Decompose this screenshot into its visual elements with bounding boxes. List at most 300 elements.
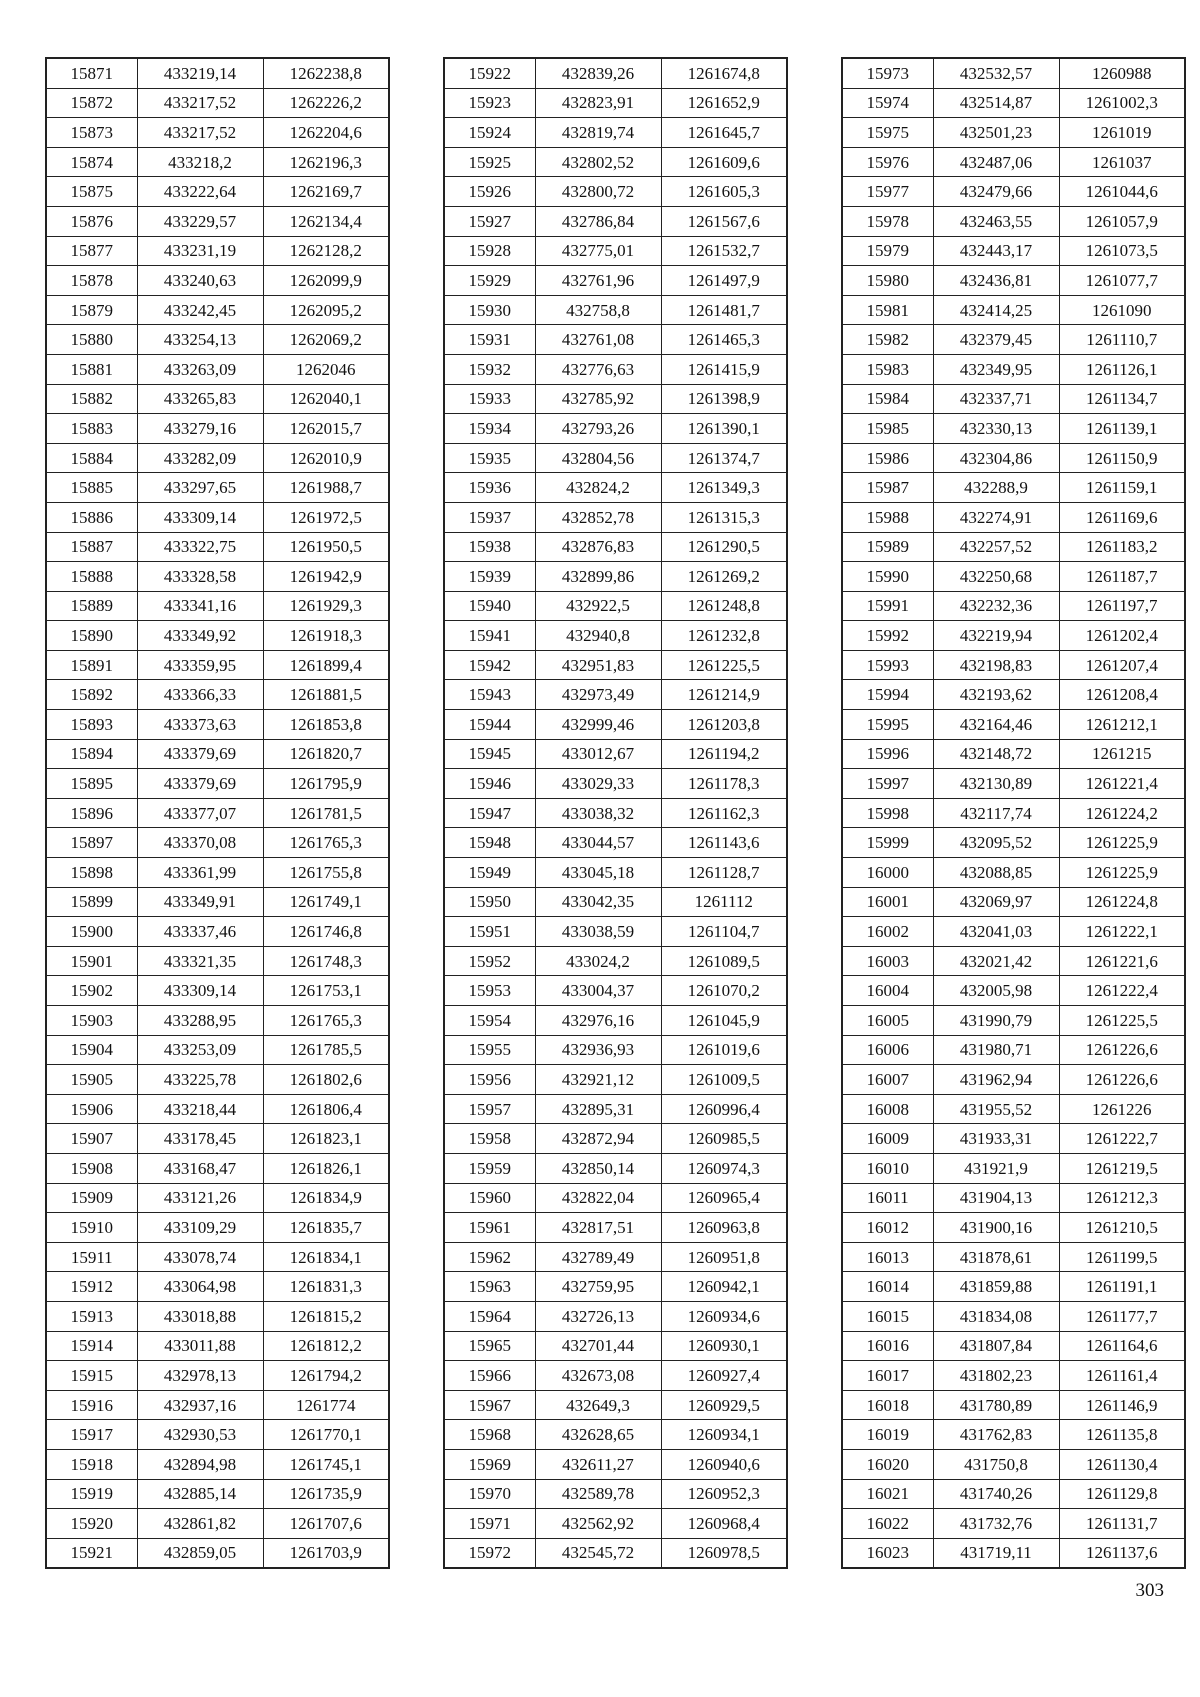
point-number-cell: 15939 xyxy=(444,562,535,592)
point-number-cell: 15925 xyxy=(444,147,535,177)
y-coordinate-cell: 1260942,1 xyxy=(661,1272,787,1302)
table-row xyxy=(842,88,1185,118)
x-coordinate-cell: 431750,8 xyxy=(933,1449,1059,1479)
x-coordinate-cell: 432330,13 xyxy=(933,414,1059,444)
y-coordinate-cell: 1261164,6 xyxy=(1059,1331,1185,1361)
y-coordinate-cell: 1260968,4 xyxy=(661,1509,787,1539)
table-row xyxy=(444,443,787,473)
point-number-cell: 15908 xyxy=(46,1153,137,1183)
point-number-cell: 16000 xyxy=(842,858,933,888)
y-coordinate-cell: 1262238,8 xyxy=(263,58,389,88)
y-coordinate-cell: 1261222,1 xyxy=(1059,917,1185,947)
point-number-cell: 15967 xyxy=(444,1390,535,1420)
y-coordinate-cell: 1261037 xyxy=(1059,147,1185,177)
table-row xyxy=(842,1361,1185,1391)
table-row xyxy=(444,532,787,562)
y-coordinate-cell: 1261224,8 xyxy=(1059,887,1185,917)
table-row xyxy=(46,946,389,976)
y-coordinate-cell: 1261826,1 xyxy=(263,1153,389,1183)
x-coordinate-cell: 432164,46 xyxy=(933,710,1059,740)
x-coordinate-cell: 432148,72 xyxy=(933,739,1059,769)
x-coordinate-cell: 432501,23 xyxy=(933,118,1059,148)
table-row xyxy=(444,502,787,532)
point-number-cell: 15898 xyxy=(46,858,137,888)
x-coordinate-cell: 432041,03 xyxy=(933,917,1059,947)
x-coordinate-cell: 432673,08 xyxy=(535,1361,661,1391)
x-coordinate-cell: 432850,14 xyxy=(535,1153,661,1183)
x-coordinate-cell: 433024,2 xyxy=(535,946,661,976)
y-coordinate-cell: 1261194,2 xyxy=(661,739,787,769)
x-coordinate-cell: 432021,42 xyxy=(933,946,1059,976)
point-number-cell: 15882 xyxy=(46,384,137,414)
table-row xyxy=(842,1035,1185,1065)
table-row xyxy=(842,739,1185,769)
x-coordinate-cell: 431980,71 xyxy=(933,1035,1059,1065)
y-coordinate-cell: 1261161,4 xyxy=(1059,1361,1185,1391)
x-coordinate-cell: 433361,99 xyxy=(137,858,263,888)
x-coordinate-cell: 432804,56 xyxy=(535,443,661,473)
point-number-cell: 15955 xyxy=(444,1035,535,1065)
table-row xyxy=(842,1065,1185,1095)
point-number-cell: 15902 xyxy=(46,976,137,1006)
y-coordinate-cell: 1261707,6 xyxy=(263,1509,389,1539)
point-number-cell: 15888 xyxy=(46,562,137,592)
point-number-cell: 15972 xyxy=(444,1538,535,1568)
y-coordinate-cell: 1261104,7 xyxy=(661,917,787,947)
y-coordinate-cell: 1261390,1 xyxy=(661,414,787,444)
x-coordinate-cell: 433377,07 xyxy=(137,798,263,828)
y-coordinate-cell: 1261183,2 xyxy=(1059,532,1185,562)
point-number-cell: 15914 xyxy=(46,1331,137,1361)
y-coordinate-cell: 1262099,9 xyxy=(263,266,389,296)
point-number-cell: 15932 xyxy=(444,354,535,384)
x-coordinate-cell: 433004,37 xyxy=(535,976,661,1006)
point-number-cell: 15931 xyxy=(444,325,535,355)
point-number-cell: 15995 xyxy=(842,710,933,740)
y-coordinate-cell: 1261178,3 xyxy=(661,769,787,799)
point-number-cell: 15946 xyxy=(444,769,535,799)
point-number-cell: 15988 xyxy=(842,502,933,532)
x-coordinate-cell: 433370,08 xyxy=(137,828,263,858)
x-coordinate-cell: 432514,87 xyxy=(933,88,1059,118)
table-row xyxy=(444,1242,787,1272)
x-coordinate-cell: 432257,52 xyxy=(933,532,1059,562)
table-row xyxy=(842,58,1185,88)
table-row xyxy=(842,562,1185,592)
point-number-cell: 15960 xyxy=(444,1183,535,1213)
table-row xyxy=(46,1390,389,1420)
point-number-cell: 15928 xyxy=(444,236,535,266)
x-coordinate-cell: 433217,52 xyxy=(137,118,263,148)
y-coordinate-cell: 1261135,8 xyxy=(1059,1420,1185,1450)
point-number-cell: 15907 xyxy=(46,1124,137,1154)
y-coordinate-cell: 1261199,5 xyxy=(1059,1242,1185,1272)
x-coordinate-cell: 432786,84 xyxy=(535,206,661,236)
table-row xyxy=(444,1272,787,1302)
point-number-cell: 16012 xyxy=(842,1213,933,1243)
table-row xyxy=(444,1124,787,1154)
x-coordinate-cell: 433279,16 xyxy=(137,414,263,444)
table-row xyxy=(46,502,389,532)
point-number-cell: 15952 xyxy=(444,946,535,976)
y-coordinate-cell: 1261481,7 xyxy=(661,295,787,325)
x-coordinate-cell: 431962,94 xyxy=(933,1065,1059,1095)
point-number-cell: 15984 xyxy=(842,384,933,414)
x-coordinate-cell: 433282,09 xyxy=(137,443,263,473)
y-coordinate-cell: 1261248,8 xyxy=(661,591,787,621)
y-coordinate-cell: 1261834,9 xyxy=(263,1183,389,1213)
point-number-cell: 15906 xyxy=(46,1094,137,1124)
table-row xyxy=(46,325,389,355)
table-row xyxy=(842,1242,1185,1272)
point-number-cell: 15910 xyxy=(46,1213,137,1243)
table-row xyxy=(46,1538,389,1568)
table-row xyxy=(46,1420,389,1450)
table-row xyxy=(46,710,389,740)
y-coordinate-cell: 1261749,1 xyxy=(263,887,389,917)
table-row xyxy=(46,1331,389,1361)
point-number-cell: 15956 xyxy=(444,1065,535,1095)
y-coordinate-cell: 1261221,6 xyxy=(1059,946,1185,976)
x-coordinate-cell: 432817,51 xyxy=(535,1213,661,1243)
table-row xyxy=(46,443,389,473)
y-coordinate-cell: 1262128,2 xyxy=(263,236,389,266)
y-coordinate-cell: 1261972,5 xyxy=(263,502,389,532)
x-coordinate-cell: 432824,2 xyxy=(535,473,661,503)
x-coordinate-cell: 432274,91 xyxy=(933,502,1059,532)
x-coordinate-cell: 431878,61 xyxy=(933,1242,1059,1272)
point-number-cell: 15950 xyxy=(444,887,535,917)
point-number-cell: 15930 xyxy=(444,295,535,325)
x-coordinate-cell: 433309,14 xyxy=(137,976,263,1006)
y-coordinate-cell: 1261129,8 xyxy=(1059,1479,1185,1509)
x-coordinate-cell: 432885,14 xyxy=(137,1479,263,1509)
y-coordinate-cell: 1261090 xyxy=(1059,295,1185,325)
x-coordinate-cell: 432379,45 xyxy=(933,325,1059,355)
x-coordinate-cell: 432479,66 xyxy=(933,177,1059,207)
x-coordinate-cell: 433309,14 xyxy=(137,502,263,532)
table-row xyxy=(46,1035,389,1065)
point-number-cell: 15951 xyxy=(444,917,535,947)
table-row xyxy=(46,591,389,621)
x-coordinate-cell: 433322,75 xyxy=(137,532,263,562)
y-coordinate-cell: 1260952,3 xyxy=(661,1479,787,1509)
y-coordinate-cell: 1260978,5 xyxy=(661,1538,787,1568)
x-coordinate-cell: 432761,96 xyxy=(535,266,661,296)
point-number-cell: 16011 xyxy=(842,1183,933,1213)
table-row xyxy=(842,414,1185,444)
x-coordinate-cell: 433288,95 xyxy=(137,1006,263,1036)
y-coordinate-cell: 1261567,6 xyxy=(661,206,787,236)
y-coordinate-cell: 1261222,7 xyxy=(1059,1124,1185,1154)
table-row xyxy=(842,1479,1185,1509)
table-row xyxy=(444,887,787,917)
point-number-cell: 15987 xyxy=(842,473,933,503)
x-coordinate-cell: 432922,5 xyxy=(535,591,661,621)
table-row xyxy=(444,118,787,148)
y-coordinate-cell: 1261002,3 xyxy=(1059,88,1185,118)
table-row xyxy=(842,1153,1185,1183)
point-number-cell: 15961 xyxy=(444,1213,535,1243)
table-row xyxy=(46,739,389,769)
table-row xyxy=(444,1301,787,1331)
table-row xyxy=(444,384,787,414)
x-coordinate-cell: 432758,8 xyxy=(535,295,661,325)
x-coordinate-cell: 433012,67 xyxy=(535,739,661,769)
x-coordinate-cell: 433218,44 xyxy=(137,1094,263,1124)
table-row xyxy=(46,1242,389,1272)
point-number-cell: 15986 xyxy=(842,443,933,473)
point-number-cell: 15945 xyxy=(444,739,535,769)
x-coordinate-cell: 433078,74 xyxy=(137,1242,263,1272)
point-number-cell: 15971 xyxy=(444,1509,535,1539)
y-coordinate-cell: 1261398,9 xyxy=(661,384,787,414)
x-coordinate-cell: 433373,63 xyxy=(137,710,263,740)
point-number-cell: 15891 xyxy=(46,650,137,680)
x-coordinate-cell: 432414,25 xyxy=(933,295,1059,325)
table-row xyxy=(842,798,1185,828)
x-coordinate-cell: 432789,49 xyxy=(535,1242,661,1272)
y-coordinate-cell: 1261745,1 xyxy=(263,1449,389,1479)
page-number: 303 xyxy=(1135,1580,1164,1601)
table-row xyxy=(842,1094,1185,1124)
x-coordinate-cell: 432978,13 xyxy=(137,1361,263,1391)
point-number-cell: 15915 xyxy=(46,1361,137,1391)
y-coordinate-cell: 1261226,6 xyxy=(1059,1065,1185,1095)
table-row xyxy=(444,591,787,621)
y-coordinate-cell: 1260940,6 xyxy=(661,1449,787,1479)
y-coordinate-cell: 1261609,6 xyxy=(661,147,787,177)
point-number-cell: 15927 xyxy=(444,206,535,236)
point-number-cell: 15938 xyxy=(444,532,535,562)
point-number-cell: 16009 xyxy=(842,1124,933,1154)
y-coordinate-cell: 1261785,5 xyxy=(263,1035,389,1065)
point-number-cell: 16007 xyxy=(842,1065,933,1095)
x-coordinate-cell: 432088,85 xyxy=(933,858,1059,888)
table-row xyxy=(444,621,787,651)
y-coordinate-cell: 1260985,5 xyxy=(661,1124,787,1154)
y-coordinate-cell: 1261746,8 xyxy=(263,917,389,947)
x-coordinate-cell: 433366,33 xyxy=(137,680,263,710)
x-coordinate-cell: 432726,13 xyxy=(535,1301,661,1331)
y-coordinate-cell: 1262010,9 xyxy=(263,443,389,473)
table-row xyxy=(46,1213,389,1243)
y-coordinate-cell: 1261465,3 xyxy=(661,325,787,355)
x-coordinate-cell: 432117,74 xyxy=(933,798,1059,828)
y-coordinate-cell: 1261203,8 xyxy=(661,710,787,740)
x-coordinate-cell: 431933,31 xyxy=(933,1124,1059,1154)
point-number-cell: 15929 xyxy=(444,266,535,296)
table-row xyxy=(46,562,389,592)
x-coordinate-cell: 433359,95 xyxy=(137,650,263,680)
y-coordinate-cell: 1262040,1 xyxy=(263,384,389,414)
y-coordinate-cell: 1260996,4 xyxy=(661,1094,787,1124)
table-row xyxy=(444,680,787,710)
point-number-cell: 15892 xyxy=(46,680,137,710)
table-row xyxy=(444,710,787,740)
point-number-cell: 15998 xyxy=(842,798,933,828)
table-row xyxy=(444,177,787,207)
table-row xyxy=(46,236,389,266)
y-coordinate-cell: 1261212,1 xyxy=(1059,710,1185,740)
table-row xyxy=(46,266,389,296)
table-row xyxy=(444,236,787,266)
y-coordinate-cell: 1261226,6 xyxy=(1059,1035,1185,1065)
y-coordinate-cell: 1261159,1 xyxy=(1059,473,1185,503)
y-coordinate-cell: 1262226,2 xyxy=(263,88,389,118)
x-coordinate-cell: 432802,52 xyxy=(535,147,661,177)
x-coordinate-cell: 433265,83 xyxy=(137,384,263,414)
point-number-cell: 16018 xyxy=(842,1390,933,1420)
x-coordinate-cell: 432839,26 xyxy=(535,58,661,88)
x-coordinate-cell: 432859,05 xyxy=(137,1538,263,1568)
y-coordinate-cell: 1260934,6 xyxy=(661,1301,787,1331)
point-number-cell: 15990 xyxy=(842,562,933,592)
point-number-cell: 16013 xyxy=(842,1242,933,1272)
y-coordinate-cell: 1261497,9 xyxy=(661,266,787,296)
y-coordinate-cell: 1261070,2 xyxy=(661,976,787,1006)
y-coordinate-cell: 1261045,9 xyxy=(661,1006,787,1036)
x-coordinate-cell: 432095,52 xyxy=(933,828,1059,858)
y-coordinate-cell: 1261835,7 xyxy=(263,1213,389,1243)
x-coordinate-cell: 432628,65 xyxy=(535,1420,661,1450)
point-number-cell: 15895 xyxy=(46,769,137,799)
x-coordinate-cell: 433242,45 xyxy=(137,295,263,325)
point-number-cell: 16020 xyxy=(842,1449,933,1479)
point-number-cell: 15980 xyxy=(842,266,933,296)
x-coordinate-cell: 432761,08 xyxy=(535,325,661,355)
point-number-cell: 15983 xyxy=(842,354,933,384)
table-row xyxy=(842,1301,1185,1331)
table-row xyxy=(444,769,787,799)
table-row xyxy=(444,946,787,976)
point-number-cell: 15959 xyxy=(444,1153,535,1183)
point-number-cell: 16006 xyxy=(842,1035,933,1065)
x-coordinate-cell: 432487,06 xyxy=(933,147,1059,177)
table-row xyxy=(444,1331,787,1361)
x-coordinate-cell: 432861,82 xyxy=(137,1509,263,1539)
x-coordinate-cell: 431740,26 xyxy=(933,1479,1059,1509)
table-row xyxy=(842,946,1185,976)
point-number-cell: 15965 xyxy=(444,1331,535,1361)
table-row xyxy=(842,118,1185,148)
x-coordinate-cell: 433379,69 xyxy=(137,769,263,799)
x-coordinate-cell: 433044,57 xyxy=(535,828,661,858)
point-number-cell: 16023 xyxy=(842,1538,933,1568)
x-coordinate-cell: 432198,83 xyxy=(933,650,1059,680)
y-coordinate-cell: 1262015,7 xyxy=(263,414,389,444)
y-coordinate-cell: 1261225,9 xyxy=(1059,828,1185,858)
point-number-cell: 16019 xyxy=(842,1420,933,1450)
table-row xyxy=(46,798,389,828)
y-coordinate-cell: 1261755,8 xyxy=(263,858,389,888)
table-row xyxy=(842,236,1185,266)
y-coordinate-cell: 1261146,9 xyxy=(1059,1390,1185,1420)
y-coordinate-cell: 1261794,2 xyxy=(263,1361,389,1391)
table-row xyxy=(842,1509,1185,1539)
point-number-cell: 16010 xyxy=(842,1153,933,1183)
table-row xyxy=(842,443,1185,473)
y-coordinate-cell: 1262204,6 xyxy=(263,118,389,148)
x-coordinate-cell: 433042,35 xyxy=(535,887,661,917)
x-coordinate-cell: 433263,09 xyxy=(137,354,263,384)
point-number-cell: 15968 xyxy=(444,1420,535,1450)
y-coordinate-cell: 1261110,7 xyxy=(1059,325,1185,355)
x-coordinate-cell: 432232,36 xyxy=(933,591,1059,621)
y-coordinate-cell: 1262169,7 xyxy=(263,177,389,207)
y-coordinate-cell: 1261126,1 xyxy=(1059,354,1185,384)
x-coordinate-cell: 432800,72 xyxy=(535,177,661,207)
point-number-cell: 15937 xyxy=(444,502,535,532)
table-row xyxy=(842,680,1185,710)
table-row xyxy=(46,384,389,414)
point-number-cell: 15997 xyxy=(842,769,933,799)
y-coordinate-cell: 1261130,4 xyxy=(1059,1449,1185,1479)
point-number-cell: 15896 xyxy=(46,798,137,828)
table-row xyxy=(46,1272,389,1302)
table-row xyxy=(842,710,1185,740)
table-row xyxy=(842,1183,1185,1213)
x-coordinate-cell: 432823,91 xyxy=(535,88,661,118)
x-coordinate-cell: 432951,83 xyxy=(535,650,661,680)
table-row xyxy=(444,828,787,858)
y-coordinate-cell: 1261137,6 xyxy=(1059,1538,1185,1568)
x-coordinate-cell: 432562,92 xyxy=(535,1509,661,1539)
point-number-cell: 15954 xyxy=(444,1006,535,1036)
point-number-cell: 15875 xyxy=(46,177,137,207)
y-coordinate-cell: 1261208,4 xyxy=(1059,680,1185,710)
point-number-cell: 15919 xyxy=(46,1479,137,1509)
point-number-cell: 15920 xyxy=(46,1509,137,1539)
point-number-cell: 15957 xyxy=(444,1094,535,1124)
x-coordinate-cell: 432936,93 xyxy=(535,1035,661,1065)
y-coordinate-cell: 1261197,7 xyxy=(1059,591,1185,621)
point-number-cell: 16017 xyxy=(842,1361,933,1391)
point-number-cell: 15976 xyxy=(842,147,933,177)
x-coordinate-cell: 433038,59 xyxy=(535,917,661,947)
y-coordinate-cell: 1261753,1 xyxy=(263,976,389,1006)
point-number-cell: 15922 xyxy=(444,58,535,88)
x-coordinate-cell: 433218,2 xyxy=(137,147,263,177)
x-coordinate-cell: 432894,98 xyxy=(137,1449,263,1479)
table-row xyxy=(46,1509,389,1539)
y-coordinate-cell: 1261645,7 xyxy=(661,118,787,148)
x-coordinate-cell: 432219,94 xyxy=(933,621,1059,651)
y-coordinate-cell: 1261214,9 xyxy=(661,680,787,710)
y-coordinate-cell: 1261823,1 xyxy=(263,1124,389,1154)
point-number-cell: 15904 xyxy=(46,1035,137,1065)
table-row xyxy=(842,1213,1185,1243)
x-coordinate-cell: 432436,81 xyxy=(933,266,1059,296)
y-coordinate-cell: 1261212,3 xyxy=(1059,1183,1185,1213)
table-row xyxy=(842,206,1185,236)
point-number-cell: 15878 xyxy=(46,266,137,296)
x-coordinate-cell: 432793,26 xyxy=(535,414,661,444)
y-coordinate-cell: 1261224,2 xyxy=(1059,798,1185,828)
y-coordinate-cell: 1262095,2 xyxy=(263,295,389,325)
y-coordinate-cell: 1261215 xyxy=(1059,739,1185,769)
x-coordinate-cell: 433029,33 xyxy=(535,769,661,799)
table-row xyxy=(842,769,1185,799)
x-coordinate-cell: 432852,78 xyxy=(535,502,661,532)
table-row xyxy=(46,1449,389,1479)
x-coordinate-cell: 433045,18 xyxy=(535,858,661,888)
table-row xyxy=(842,1538,1185,1568)
y-coordinate-cell: 1261802,6 xyxy=(263,1065,389,1095)
point-number-cell: 15871 xyxy=(46,58,137,88)
table-row xyxy=(46,1361,389,1391)
point-number-cell: 15993 xyxy=(842,650,933,680)
